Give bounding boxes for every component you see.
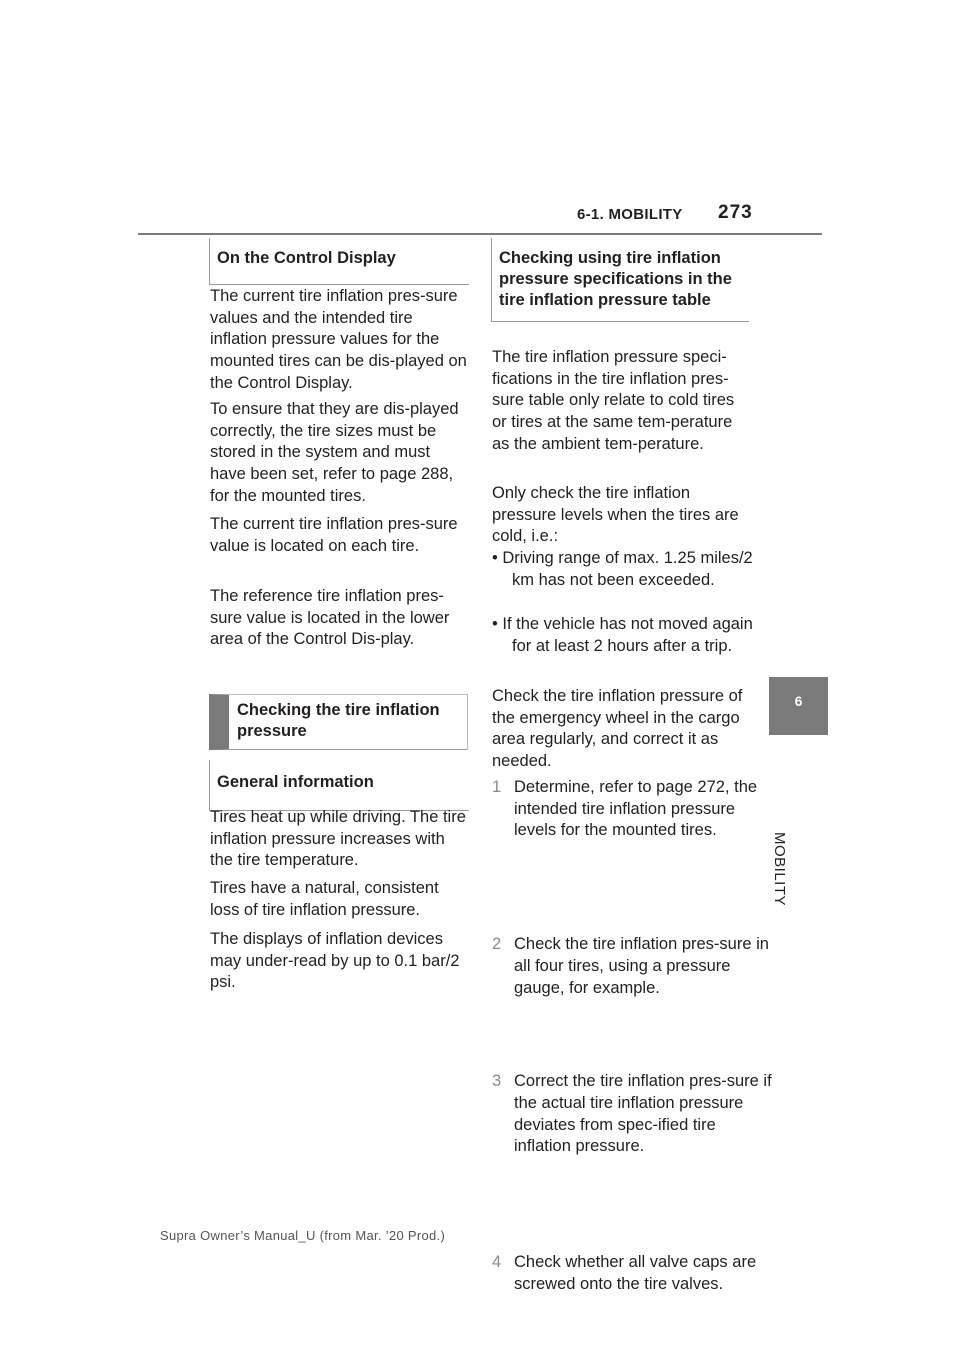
heading-checking-using-table: Checking using tire inflation pressure specifications in the tire inflation pressure table: [491, 238, 749, 322]
heading-on-control-display: On the Control Display: [209, 238, 469, 285]
heading-checking-tire-inflation-pressure: Checking the tire inflation pressure: [209, 694, 468, 750]
paragraph: The displays of inflation devices may under-read by up to 0.1 bar/2 psi.: [210, 930, 460, 992]
footer-manual-title: Supra Owner’s Manual_U (from Mar. ’20 Prod.): [160, 1228, 446, 1243]
paragraph: The current tire inflation pres-sure value is located on each tire.: [210, 515, 458, 555]
paragraph: Only check the tire inflation pressure levels when the tires are cold, i.e.:: [492, 484, 739, 546]
paragraph: The reference tire inflation pres-sure value is located in the lower area of the Control Dis-play.: [210, 587, 450, 649]
paragraph: To ensure that they are dis-played correctly, the tire sizes must be stored in the system and must have been set, refer to page 288, for the mounted tires.: [210, 400, 459, 505]
bullet-item: • If the vehicle has not moved again for at least 2 hours after a trip.: [492, 615, 753, 655]
bullet-item: • Driving range of max. 1.25 miles/2 km has not been exceeded.: [492, 549, 753, 589]
paragraph: Check the tire inflation pressure of the emergency wheel in the cargo area regularly, and correct it as needed.: [492, 687, 743, 771]
step-number: 3: [492, 1072, 502, 1091]
step-text: Check whether all valve caps are screwed onto the tire valves.: [514, 1253, 757, 1293]
step-item: [492, 777, 772, 842]
step-text: Check the tire inflation pres-sure in all four tires, using a pressure gauge, for example.: [514, 935, 769, 997]
paragraph: The tire inflation pressure speci-fications in the tire inflation pres-sure table only relate to cold tires or tires at the same tem-perature as the ambient tem-perature.: [492, 348, 735, 453]
step-number: 2: [492, 935, 502, 954]
step-text: Determine, refer to page 272, the intended tire inflation pressure levels for the mounted tires.: [514, 778, 758, 840]
header-divider: [138, 233, 822, 235]
paragraph: Tires heat up while driving. The tire inflation pressure increases with the tire temperature.: [210, 808, 466, 870]
step-text: Correct the tire inflation pres-sure if the actual tire inflation pressure deviates from spec-ified tire inflation pressure.: [514, 1072, 772, 1156]
step-number: 1: [492, 778, 502, 796]
step-item: [492, 1071, 772, 1158]
paragraph: Tires have a natural, consistent loss of tire inflation pressure.: [210, 879, 439, 919]
step-item: [492, 1252, 772, 1295]
section-title: 6-1. MOBILITY: [577, 206, 683, 223]
page-number: 273: [718, 202, 753, 223]
chapter-label: MOBILITY: [771, 832, 788, 907]
heading-general-information: General information: [209, 760, 469, 811]
step-number: 4: [492, 1253, 502, 1272]
step-item: [492, 934, 772, 999]
paragraph: The current tire inflation pres-sure values and the intended tire inflation pressure values for the mounted tires can be dis-played on the Control Display.: [210, 287, 467, 392]
chapter-number: 6: [794, 693, 803, 709]
